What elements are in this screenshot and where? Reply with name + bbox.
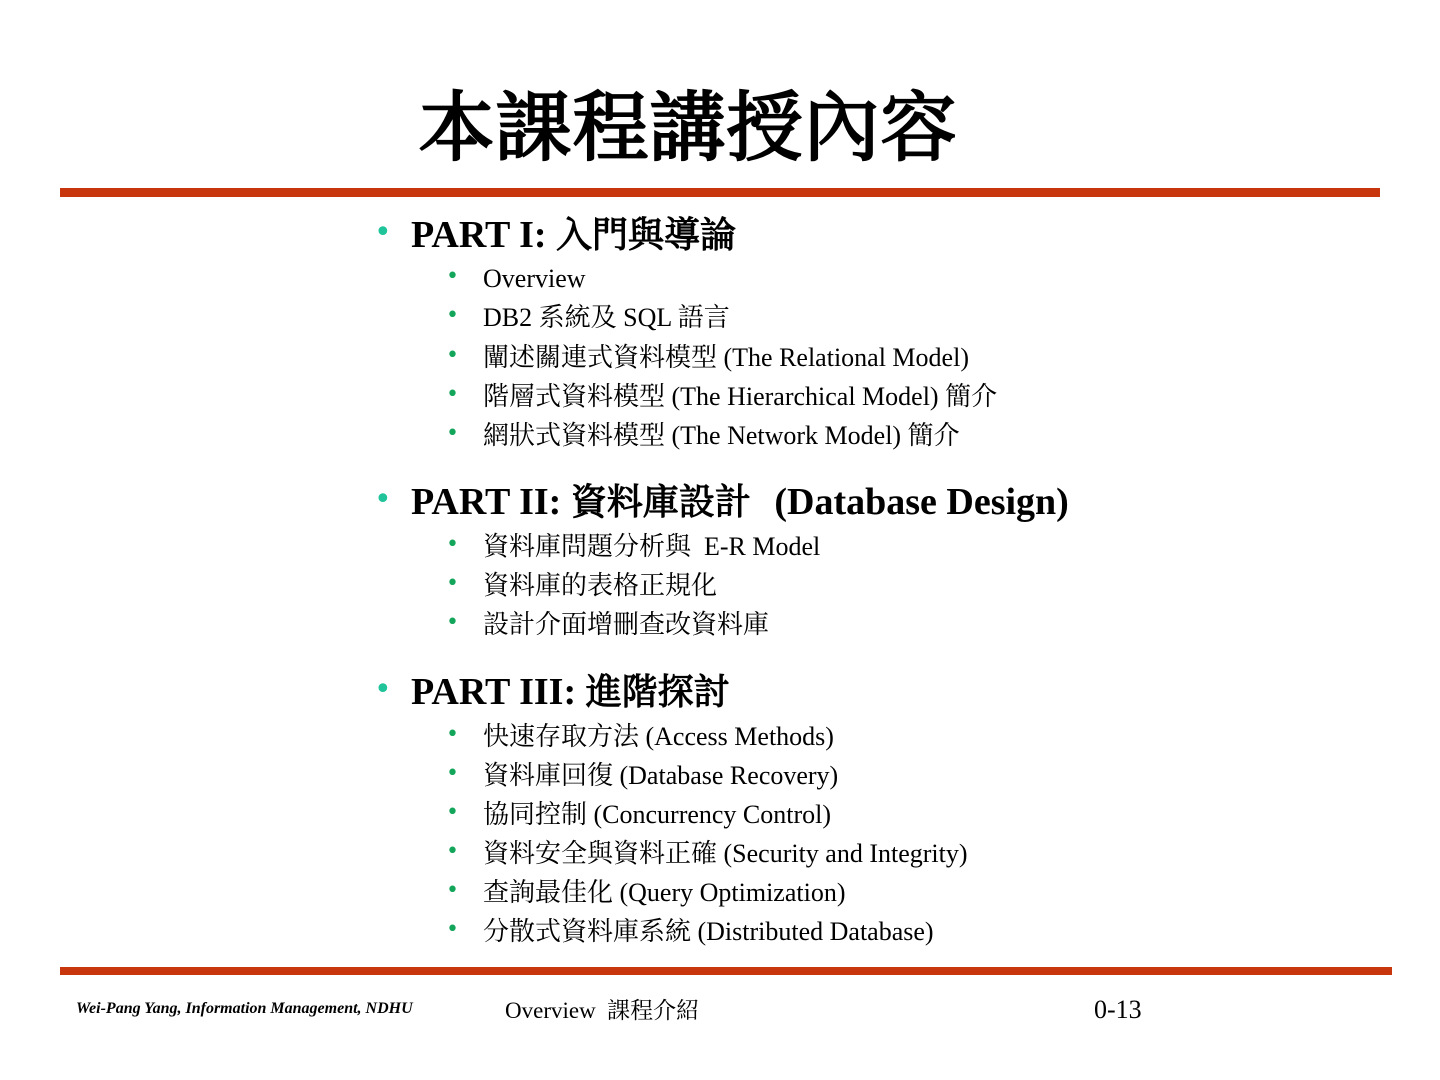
item-text: 協同控制 (Concurrency Control) — [483, 800, 832, 829]
part-3-item — [0, 759, 1440, 798]
part-3-bullet-icon: • — [374, 672, 392, 707]
bullet-icon: • — [446, 303, 459, 328]
part-2-item — [0, 608, 1440, 647]
bullet-icon: • — [446, 917, 459, 942]
part-2-title: 資料庫設計 — [570, 482, 751, 523]
page-number: 0-13 — [1094, 995, 1142, 1024]
item-text: DB2 系統及 SQL 語言 — [483, 303, 730, 332]
part-1-heading — [411, 213, 736, 258]
bullet-icon: • — [446, 839, 459, 864]
part-1-item — [0, 301, 1440, 340]
part-1-item — [0, 262, 1440, 301]
bullet-icon: • — [446, 878, 459, 903]
part-2-bullet-icon: • — [374, 482, 392, 517]
part-1-label: PART I: — [411, 214, 547, 256]
part-2-item — [0, 569, 1440, 608]
part-3-item — [0, 876, 1440, 915]
part-1-title: 入門與導論 — [556, 215, 737, 256]
item-text: 查詢最佳化 (Query Optimization) — [483, 878, 846, 907]
part-3-heading — [411, 670, 730, 715]
part-2-heading — [411, 480, 1069, 525]
item-text: 階層式資料模型 (The Hierarchical Model) 簡介 — [483, 382, 998, 411]
part-2-item — [0, 530, 1440, 569]
part-3-label: PART III: — [411, 671, 577, 713]
bullet-icon: • — [446, 571, 459, 596]
part-1-item — [0, 341, 1440, 380]
title-divider — [60, 188, 1380, 197]
bullet-icon: • — [446, 761, 459, 786]
part-2-label: PART II: — [411, 481, 562, 523]
footer-author: Wei-Pang Yang, Information Management, NDHU — [76, 1000, 413, 1017]
item-text: 闡述關連式資料模型 (The Relational Model) — [483, 343, 969, 372]
item-text: 設計介面增刪查改資料庫 — [483, 610, 770, 639]
item-text: 網狀式資料模型 (The Network Model) 簡介 — [483, 421, 960, 450]
part-3-item — [0, 915, 1440, 954]
part-1-item — [0, 380, 1440, 419]
part-3-item — [0, 720, 1440, 759]
footer-section-title: Overview 課程介紹 — [505, 998, 700, 1023]
bullet-icon: • — [446, 264, 459, 289]
bullet-icon: • — [446, 532, 459, 557]
part-2-title-english: (Database Design) — [774, 481, 1069, 523]
bullet-icon: • — [446, 421, 459, 446]
footer-divider — [60, 967, 1392, 975]
item-text: 資料庫回復 (Database Recovery) — [483, 761, 839, 790]
item-text: 資料庫的表格正規化 — [483, 571, 718, 600]
item-text: 快速存取方法 (Access Methods) — [483, 722, 834, 751]
part-3-item — [0, 798, 1440, 837]
part-1-bullet-icon: • — [374, 215, 392, 250]
bullet-icon: • — [446, 800, 459, 825]
slide-title: 本課程講授內容 — [418, 83, 958, 172]
part-1-item — [0, 419, 1440, 458]
part-3-title: 進階探討 — [585, 672, 730, 713]
part-3-item — [0, 837, 1440, 876]
bullet-icon: • — [446, 382, 459, 407]
item-text: 分散式資料庫系統 (Distributed Database) — [483, 917, 934, 946]
item-text: Overview — [483, 264, 586, 293]
bullet-icon: • — [446, 343, 459, 368]
item-text: 資料庫問題分析與 E-R Model — [483, 532, 821, 561]
bullet-icon: • — [446, 610, 459, 635]
bullet-icon: • — [446, 722, 459, 747]
item-text: 資料安全與資料正確 (Security and Integrity) — [483, 839, 968, 868]
